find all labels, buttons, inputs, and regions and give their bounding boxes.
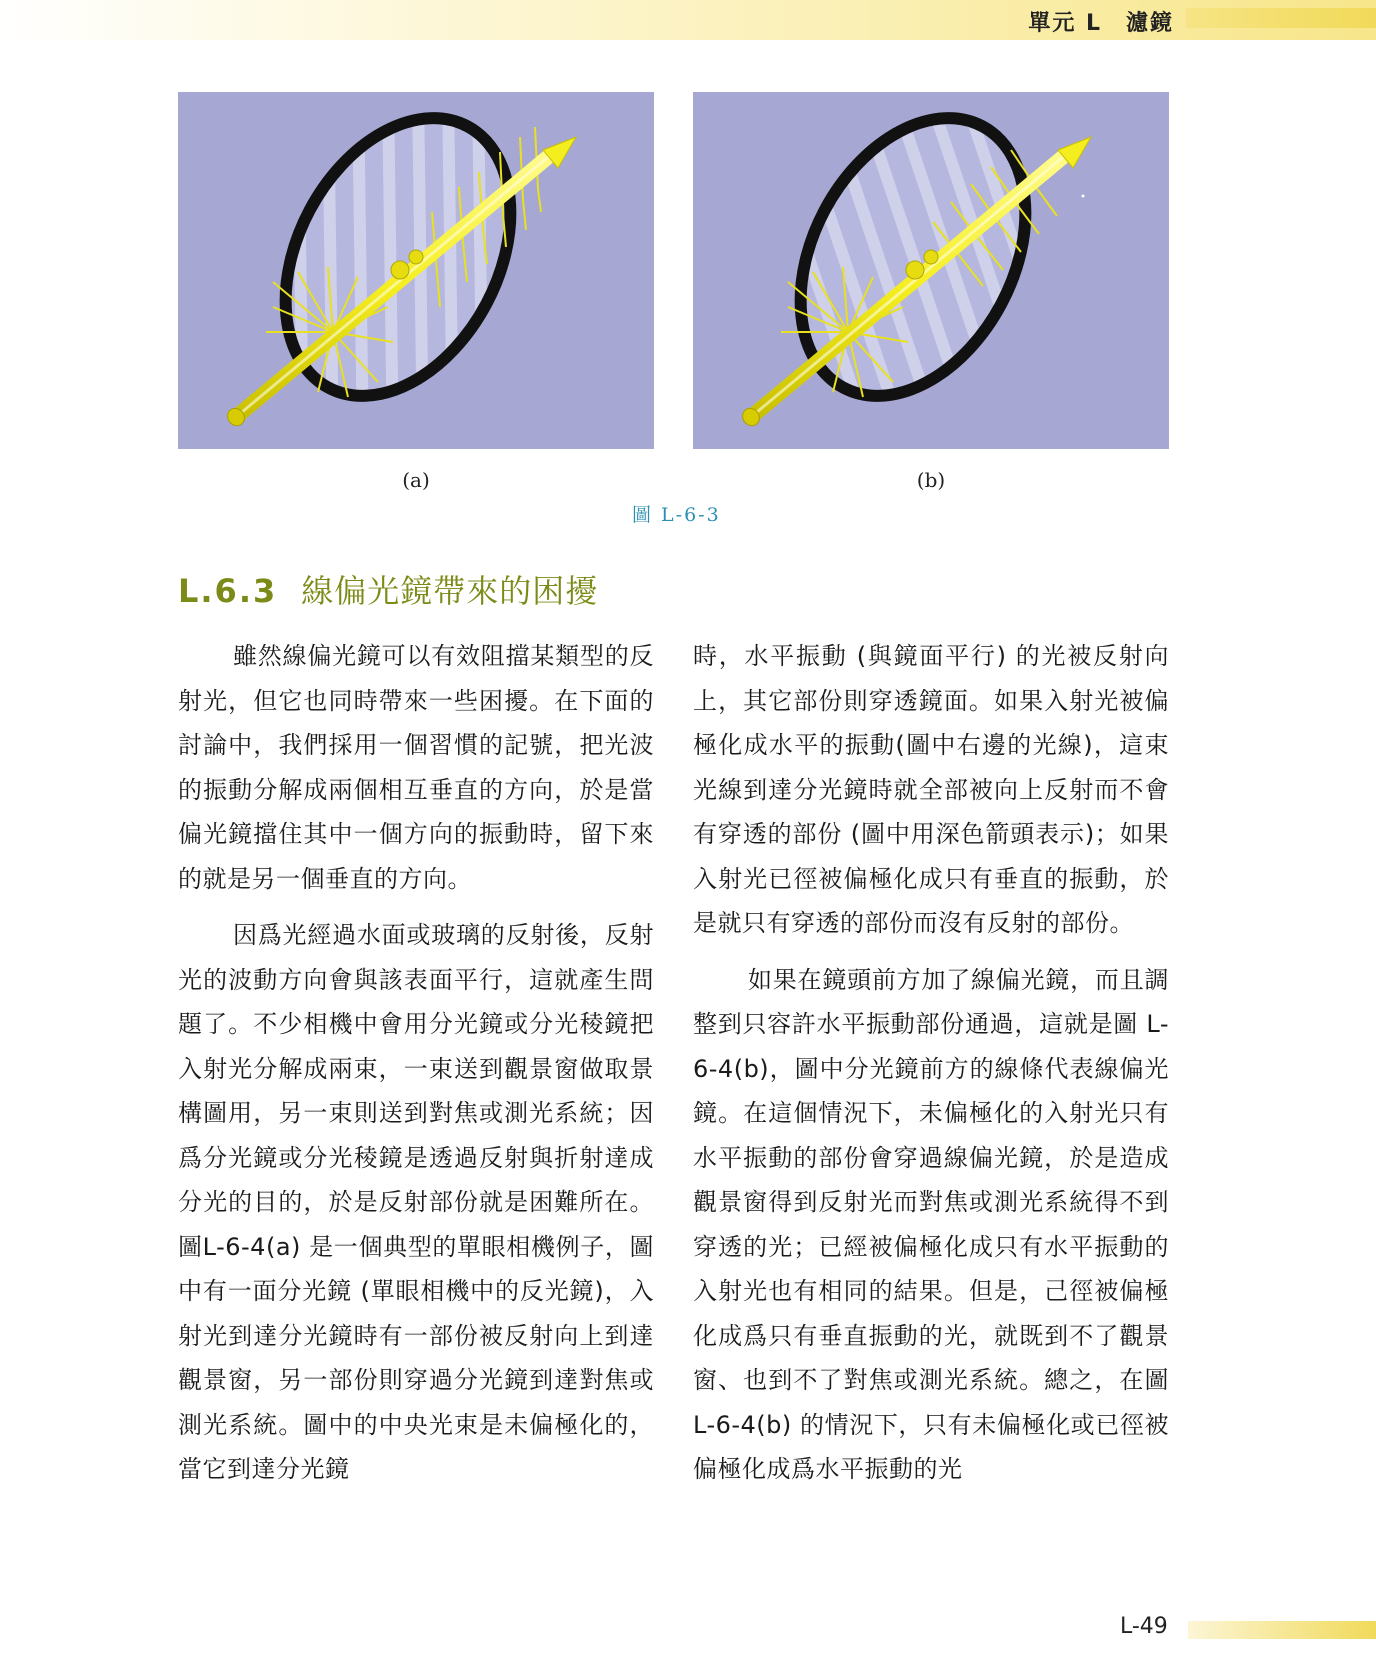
figure-panel-b — [693, 92, 1169, 449]
paragraph: 因爲光經過水面或玻璃的反射後，反射光的波動方向會與該表面平行，這就產生問題了。不少相機中會用分光鏡或分光稜鏡把入射光分解成兩束，一束送到觀景窗做取景構圖用，另一束則送到對焦或測光系統；因爲分光鏡或分光稜鏡是透過反射與折射達成分光的目的，於是反射部份就是困難所在。圖L-6-4(a) 是一個典型的單眼相機例子，圖中有一面分光鏡 (單眼相機中的反光鏡)，入射光到達分光鏡時有一部份被反射向上到達觀景窗，另一部份則穿過分光鏡到達對焦或測光系統。圖中的中央光束是未偏極化的，當它到達分光鏡 — [178, 921, 654, 1483]
unpolarized-light-illustration — [178, 92, 654, 449]
paragraph: 如果在鏡頭前方加了線偏光鏡，而且調整到只容許水平振動部份通過，這就是圖 L-6-4(b)，圖中分光鏡前方的線條代表線偏光鏡。在這個情況下，未偏極化的入射光只有水平振動的部份會穿過線偏光鏡，於是造成觀景窗得到反射光而對焦或測光系統得不到穿透的光；已經被偏極化成只有水平振動的入射光也有相同的結果。但是，己徑被偏極化成爲只有垂直振動的光，就既到不了觀景窗、也到不了對焦或測光系統。總之，在圖L-6-4(b) 的情況下，只有未偏極化或已徑被偏極化成爲水平振動的光 — [693, 965, 1169, 1483]
paragraph: 時，水平振動 (與鏡面平行) 的光被反射向上，其它部份則穿透鏡面。如果入射光被偏極化成水平的振動(圖中右邊的光線)，這束光線到達分光鏡時就全部被向上反射而不會有穿透的部份 (圖中用深色箭頭表示)；如果入射光已徑被偏極化成只有垂直的振動，於是就只有穿透的部份而沒有反射的部份。 — [693, 642, 1169, 937]
figure-panel-a — [178, 92, 654, 449]
paragraph: 雖然線偏光鏡可以有效阻擋某類型的反射光，但它也同時帶來一些困擾。在下面的討論中，我們採用一個習慣的記號，把光波的振動分解成兩個相互垂直的方向，於是當偏光鏡擋住其中一個方向的振動時，留下來的就是另一個垂直的方向。 — [178, 642, 654, 893]
figure-label-a: (a) — [402, 468, 430, 492]
header-accent-bar — [1186, 8, 1376, 28]
left-column — [178, 634, 654, 1492]
section-number: L.6.3 — [178, 572, 278, 610]
section-title: 線偏光鏡帶來的困擾 — [301, 572, 599, 610]
footer-accent-bar — [1188, 1621, 1376, 1639]
page-number: L-49 — [1120, 1614, 1168, 1639]
polarized-light-illustration — [693, 92, 1169, 449]
running-header: 單元 L 濾鏡 — [1028, 11, 1174, 36]
figure-caption: 圖 L-6-3 — [632, 504, 721, 526]
figure-label-b: (b) — [916, 468, 946, 492]
section-heading — [178, 566, 598, 612]
right-column — [693, 634, 1169, 1492]
